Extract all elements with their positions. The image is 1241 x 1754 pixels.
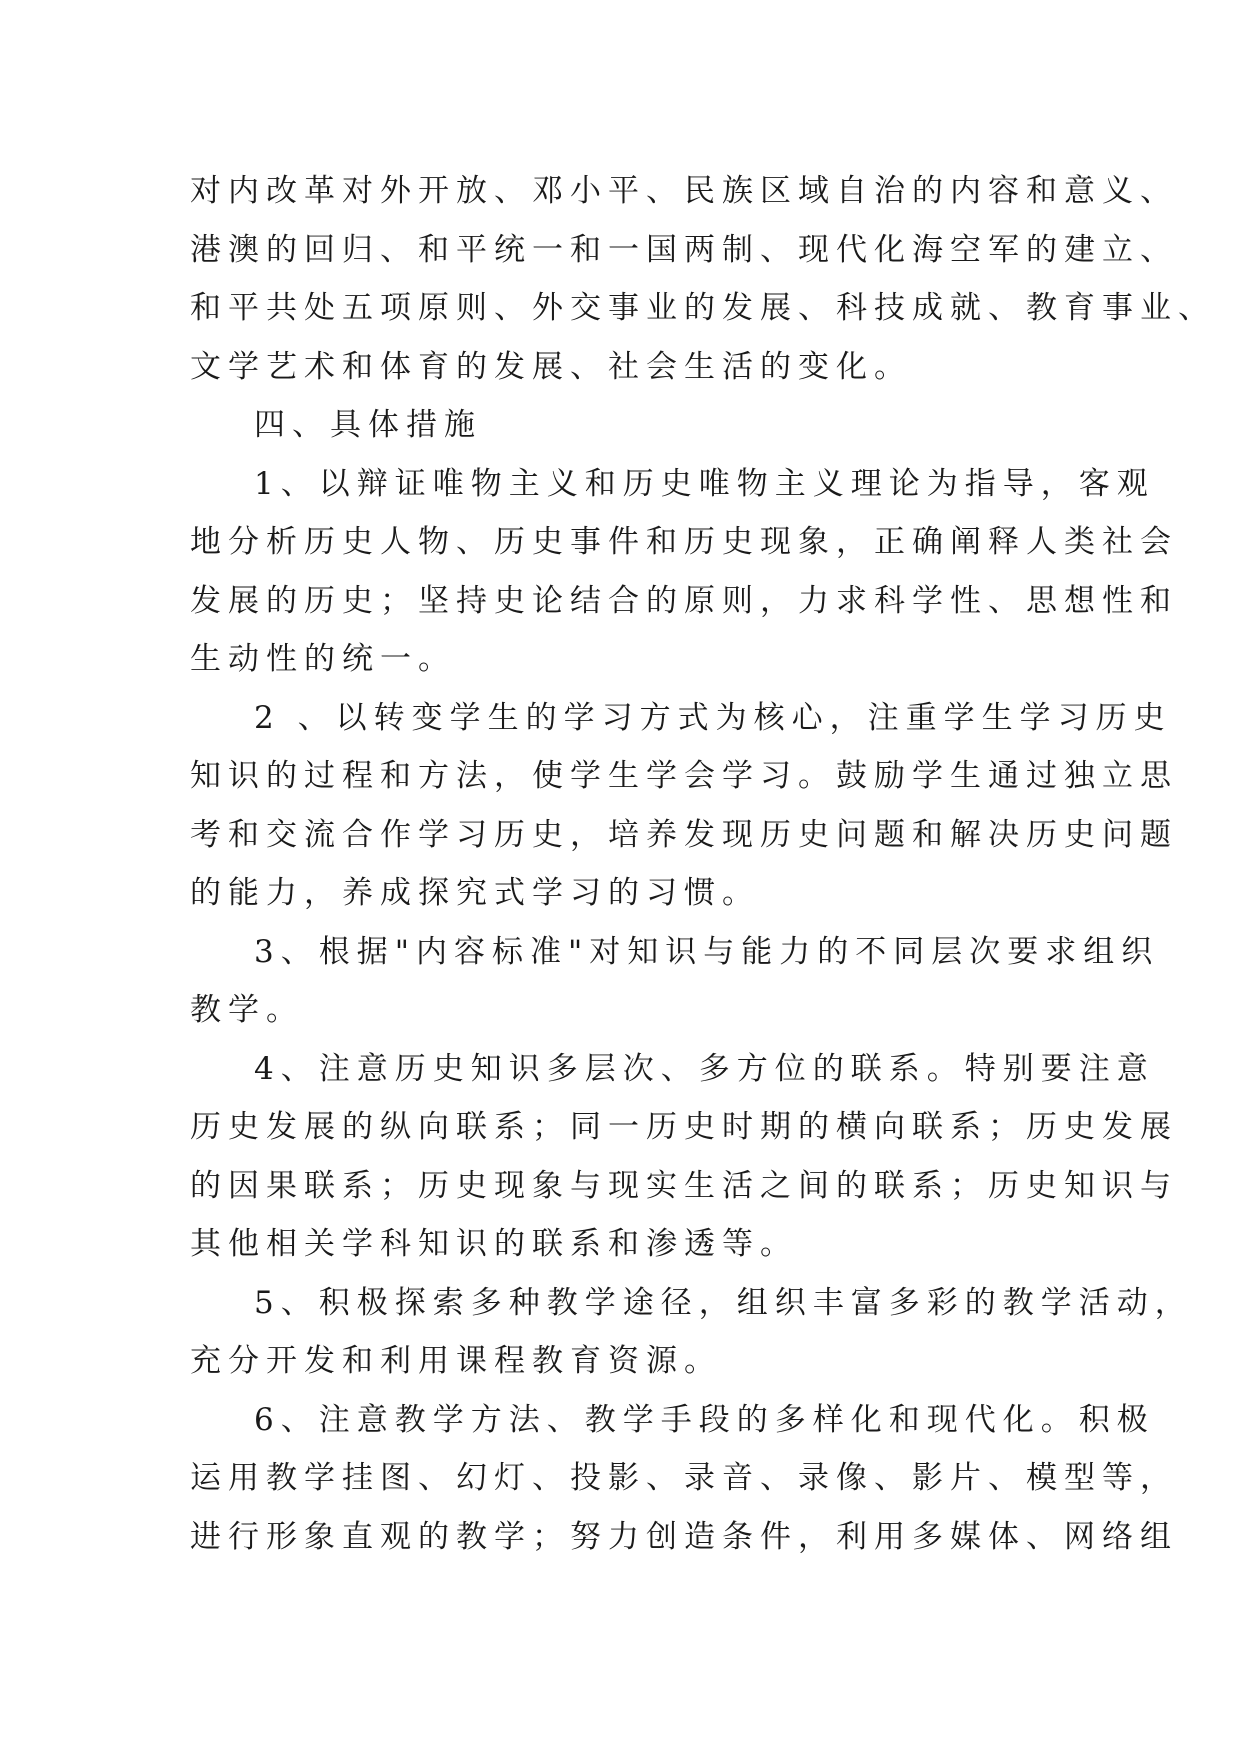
paragraph-4-start: 4、注意历史知识多层次、多方位的联系。特别要注意: [254, 1050, 1155, 1087]
text-line: 考和交流合作学习历史，培养发现历史问题和解决历史问题: [190, 816, 1178, 853]
paragraph-6-start: 6、注意教学方法、教学手段的多样化和现代化。积极: [254, 1401, 1155, 1438]
text-line: 的因果联系；历史现象与现实生活之间的联系；历史知识与: [190, 1167, 1178, 1204]
text-line: 进行形象直观的教学；努力创造条件，利用多媒体、网络组: [190, 1518, 1178, 1555]
text-line: 教学。: [190, 992, 304, 1028]
paragraph-3-start: 3、根据"内容标准"对知识与能力的不同层次要求组织: [254, 933, 1160, 970]
text-line: 充分开发和利用课程教育资源。: [190, 1343, 722, 1379]
text-line: 生动性的统一。: [190, 641, 456, 677]
text-line: 和平共处五项原则、外交事业的发展、科技成就、教育事业、: [190, 290, 1216, 326]
text-line: 港澳的回归、和平统一和一国两制、现代化海空军的建立、: [190, 231, 1178, 268]
text-line: 运用教学挂图、幻灯、投影、录音、录像、影片、模型等，: [190, 1460, 1178, 1496]
paragraph-2-start: 2 、以转变学生的学习方式为核心，注重学生学习历史: [254, 699, 1172, 736]
document-body: [190, 162, 1216, 1566]
text-line: 地分析历史人物、历史事件和历史现象，正确阐释人类社会: [190, 524, 1178, 560]
paragraph-1-start: 1、以辩证唯物主义和历史唯物主义理论为指导，客观: [254, 465, 1155, 502]
text-line: 知识的过程和方法，使学生学会学习。鼓励学生通过独立思: [190, 758, 1178, 794]
text-line: 对内改革对外开放、邓小平、民族区域自治的内容和意义、: [190, 173, 1178, 209]
text-line: 文学艺术和体育的发展、社会生活的变化。: [190, 348, 912, 385]
text-line: 的能力，养成探究式学习的习惯。: [190, 875, 760, 911]
text-line: 发展的历史；坚持史论结合的原则，力求科学性、思想性和: [190, 582, 1178, 619]
text-line: 历史发展的纵向联系；同一历史时期的横向联系；历史发展: [190, 1109, 1178, 1145]
section-heading: 四、具体措施: [254, 407, 482, 443]
text-line: 其他相关学科知识的联系和渗透等。: [190, 1226, 798, 1262]
paragraph-5-start: 5、积极探索多种教学途径，组织丰富多彩的教学活动，: [254, 1284, 1193, 1321]
